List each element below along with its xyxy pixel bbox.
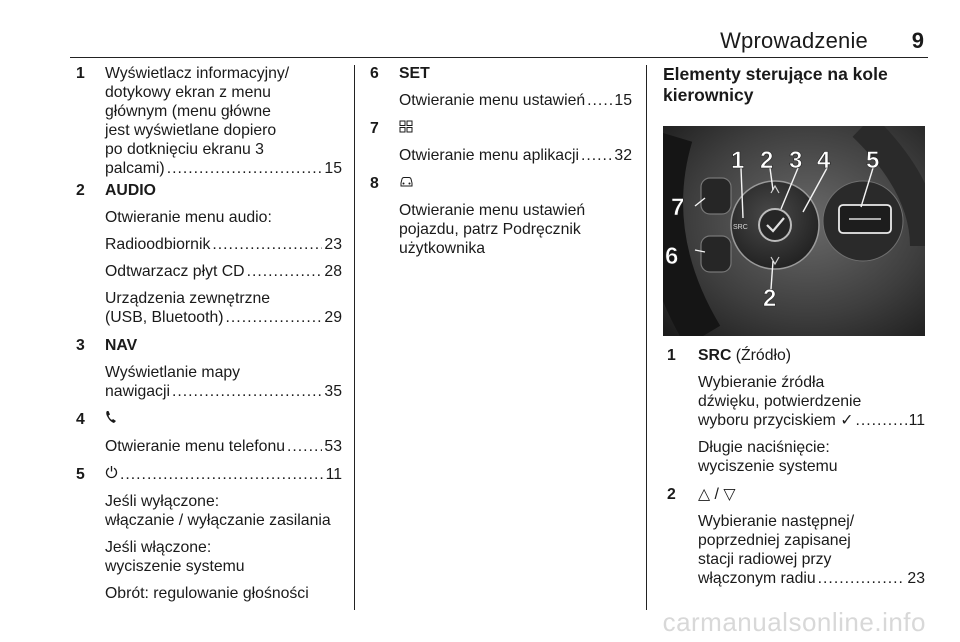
text-line: dźwięku, potwierdzenie <box>698 393 862 410</box>
toc-line[interactable]: nawigacji ..... 35 <box>105 382 342 401</box>
toc-line[interactable]: włączonym radiu ..... 23 <box>698 569 925 588</box>
text-line: Jeśli włączone: <box>105 539 212 556</box>
callout-1: 1 <box>731 147 745 174</box>
text-line: pojazdu, patrz Podręcznik <box>399 221 581 238</box>
column-3 <box>663 64 925 106</box>
entry-number: 1 <box>76 65 85 82</box>
entry-5 <box>70 465 342 603</box>
page-ref: 28 <box>324 263 342 280</box>
entry-heading: SRC <box>698 347 732 364</box>
paragraph <box>698 438 925 476</box>
header-rule <box>70 57 928 58</box>
toc-line[interactable] <box>105 465 342 484</box>
page-header <box>70 24 928 54</box>
entry-arrows <box>663 485 925 588</box>
callout-3: 3 <box>789 147 803 174</box>
toc-line[interactable]: Otwieranie menu aplikacji ..... 32 <box>399 146 632 165</box>
toc-line[interactable]: Otwieranie menu telefonu ..... 53 <box>105 437 342 456</box>
page-ref: 32 <box>614 147 632 164</box>
text-line: głównym (menu główne <box>105 103 271 120</box>
entry-2 <box>70 181 342 327</box>
toc-line[interactable]: Odtwarzacz płyt CD ..... 28 <box>105 262 342 281</box>
entry-number: 1 <box>667 347 676 364</box>
entry-number: 4 <box>76 411 85 428</box>
car-settings-icon <box>399 175 414 188</box>
entry-heading: AUDIO <box>105 182 156 199</box>
entry-src: 1 SRC (Źródło) Wybieranie źródła dźwięku, potwierdzenie wyboru przyciskiem ✓ ..... 11 Długie naciśnięcie: wyciszenie systemu <box>663 346 925 476</box>
steering-wheel-controls-image <box>663 126 925 336</box>
entry-1 <box>70 64 342 178</box>
page-ref: 11 <box>908 412 925 429</box>
entry-number: 7 <box>370 120 379 137</box>
callout-2-bottom: 2 <box>763 285 777 312</box>
text-line: Urządzenia zewnętrzne <box>105 290 271 307</box>
power-icon <box>105 465 118 479</box>
text-line: wyciszenie systemu <box>698 458 838 475</box>
column-3-list <box>663 346 925 588</box>
page-ref: 11 <box>325 466 342 483</box>
text-line: poprzedniej zapisanej <box>698 532 851 549</box>
entry-3 <box>70 336 342 401</box>
section-title: Elementy sterujące na kole kierownicy <box>663 64 888 105</box>
column-1 <box>70 64 342 603</box>
toc-line[interactable]: wyboru przyciskiem ✓ ..... 11 <box>698 411 925 430</box>
entry-number: 8 <box>370 175 379 192</box>
page-ref: 29 <box>324 309 342 326</box>
src-button-label: SRC <box>733 224 748 231</box>
callout-5: 5 <box>866 147 880 174</box>
text-line: Otwieranie menu audio: <box>105 209 272 226</box>
column-divider-2 <box>646 65 647 610</box>
text-line: po dotknięciu ekranu 3 <box>105 141 264 158</box>
page-ref: 35 <box>324 383 342 400</box>
apps-grid-icon <box>399 120 413 133</box>
paragraph <box>105 492 342 530</box>
column-2 <box>364 64 632 258</box>
entry-number: 6 <box>370 65 379 82</box>
text-line: stacji radiowej przy <box>698 551 832 568</box>
page-title: Wprowadzenie <box>720 28 868 53</box>
entry-number: 5 <box>76 466 85 483</box>
callout-6: 6 <box>665 243 679 270</box>
toc-line[interactable]: palcami) ..... 15 <box>105 159 342 178</box>
text-line: wyciszenie systemu <box>105 558 245 575</box>
text-line: Jeśli wyłączone: <box>105 493 220 510</box>
text-line: Wyświetlacz informacyjny/ <box>105 65 290 82</box>
entry-7 <box>364 119 632 165</box>
paragraph <box>105 538 342 576</box>
text-line: użytkownika <box>399 240 486 257</box>
page-number: 9 <box>911 28 924 53</box>
text-line: Obrót: regulowanie głośności <box>105 585 309 602</box>
page-ref: 53 <box>324 438 342 455</box>
toc-line[interactable]: Otwieranie menu ustawień ..... 15 <box>399 91 632 110</box>
toc-line[interactable]: (USB, Bluetooth) ..... 29 <box>105 308 342 327</box>
watermark: carmanualsonline.info <box>662 607 926 637</box>
text-line: dotykowy ekran z menu <box>105 84 271 101</box>
text-line: jest wyświetlane dopiero <box>105 122 277 139</box>
callout-7: 7 <box>671 194 685 221</box>
arrow-up-down-icon: △ / ▽ <box>698 486 736 503</box>
page-ref: 15 <box>324 160 342 177</box>
callout-2-top: 2 <box>760 147 774 174</box>
entry-8 <box>364 174 632 258</box>
entry-number: 2 <box>76 182 85 199</box>
entry-heading: NAV <box>105 337 138 354</box>
toc-line[interactable]: Radioodbiornik ..... 23 <box>105 235 342 254</box>
entry-6 <box>364 64 632 110</box>
entry-4 <box>70 410 342 456</box>
entry-number: 3 <box>76 337 85 354</box>
text-line: Wybieranie źródła <box>698 374 825 391</box>
column-divider-1 <box>354 65 355 610</box>
phone-icon <box>105 410 117 424</box>
entry-heading: SET <box>399 65 430 82</box>
text-line: włączanie / wyłączanie zasilania <box>105 512 331 529</box>
entry-number: 2 <box>667 486 676 503</box>
text-line: Długie naciśnięcie: <box>698 439 830 456</box>
text-line: Wyświetlanie mapy <box>105 364 241 381</box>
page-ref: 23 <box>907 570 925 587</box>
callout-4: 4 <box>817 147 831 174</box>
page-ref: 23 <box>324 236 342 253</box>
text-line: Otwieranie menu ustawień <box>399 202 586 219</box>
page-ref: 15 <box>614 92 632 109</box>
text-line: Wybieranie następnej/ <box>698 513 855 530</box>
